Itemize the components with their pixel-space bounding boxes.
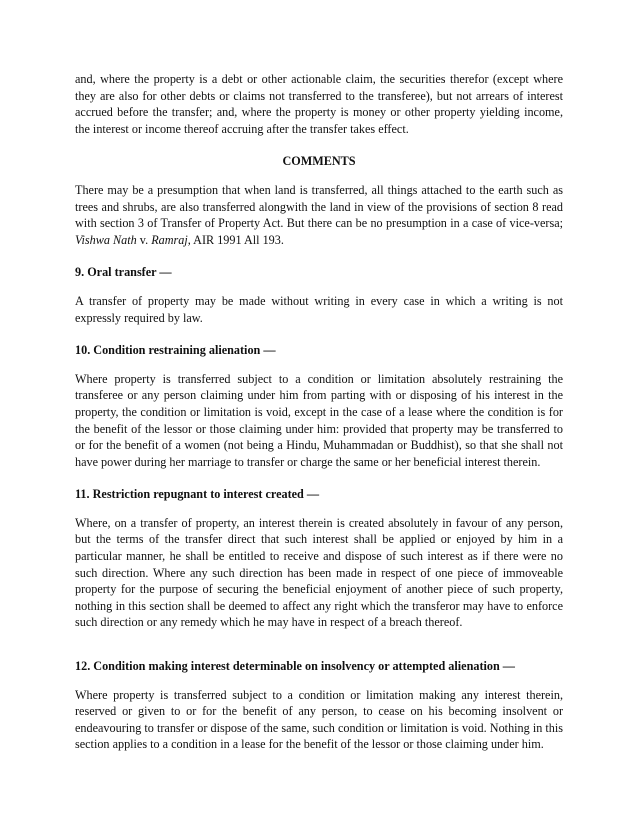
section-11-heading: 11. Restriction repugnant to interest created — <box>75 487 320 502</box>
document-page <box>75 71 563 753</box>
section-10-heading: 10. Condition restraining alienation — <box>75 343 276 358</box>
section-12-text: Where property is transferred subject to a condition or limitation making any interest therein, reserved or given to or for the benefit of any person, to cease on his becoming insolvent or endeavouring to transfer or dispose of the same, such condition or limitation is void. Nothing in this section applies to a condition in a lease for the benefit of the lessor or those claiming under him. <box>75 687 563 752</box>
section-11-text: Where, on a transfer of property, an interest therein is created absolutely in favour of any person, but the terms of the transfer direct that such interest shall be applied or enjoyed by him in a particular manner, he shall be entitled to receive and dispose of such interest as if there were no such direction. Where any such direction has been made in respect of one piece of immoveable property for the purpose of securing the beneficial enjoyment of another piece of such property, nothing in this section shall be deemed to affect any right which the transferor may have to enforce such direction or any remedy which he may have in respect of a breach thereof. <box>75 515 563 630</box>
case-citation: AIR 1991 All 193. <box>190 232 284 247</box>
comments-text: There may be a presumption that when land is transferred, all things attached to the earth such as trees and shrubs, are also transferred alongwith the land in view of the provisions of section 8 read with section 3 of Transfer of Property Act. But there can be no presumption in a case of vice-versa; <box>75 182 563 231</box>
comments-title: COMMENTS <box>282 154 356 169</box>
intro-paragraph: and, where the property is a debt or other actionable claim, the securities therefor (except where they are also for other debts or claims not transferred to the transferee), but not arrears of interest accrued before the transfer; and, where the property is money or other property yielding income, the interest or income thereof accruing after the transfer takes effect. <box>75 72 563 136</box>
case-party-2: Ramraj, <box>151 232 191 247</box>
comments-paragraph <box>75 182 563 248</box>
section-9-text: A transfer of property may be made without writing in every case in which a writing is not expressly required by law. <box>75 293 563 325</box>
section-10-text: Where property is transferred subject to a condition or limitation absolutely restraining the transferee or any person claiming under him from parting with or disposing of his interest in the property, the condition or limitation is void, except in the case of a lease where the condition is for the benefit of the lessor or those claiming under him: provided that property may be transferred to or for the benefit of a women (not being a Hindu, Muhammadan or Buddhist), so that she shall not have power during her marriage to transfer or charge the same or her beneficial interest therein. <box>75 371 563 469</box>
section-9-heading: 9. Oral transfer — <box>75 265 172 280</box>
case-versus: v. <box>136 232 152 247</box>
section-12-heading: 12. Condition making interest determinable on insolvency or attempted alienation — <box>75 659 515 674</box>
case-party-1: Vishwa Nath <box>75 232 137 247</box>
